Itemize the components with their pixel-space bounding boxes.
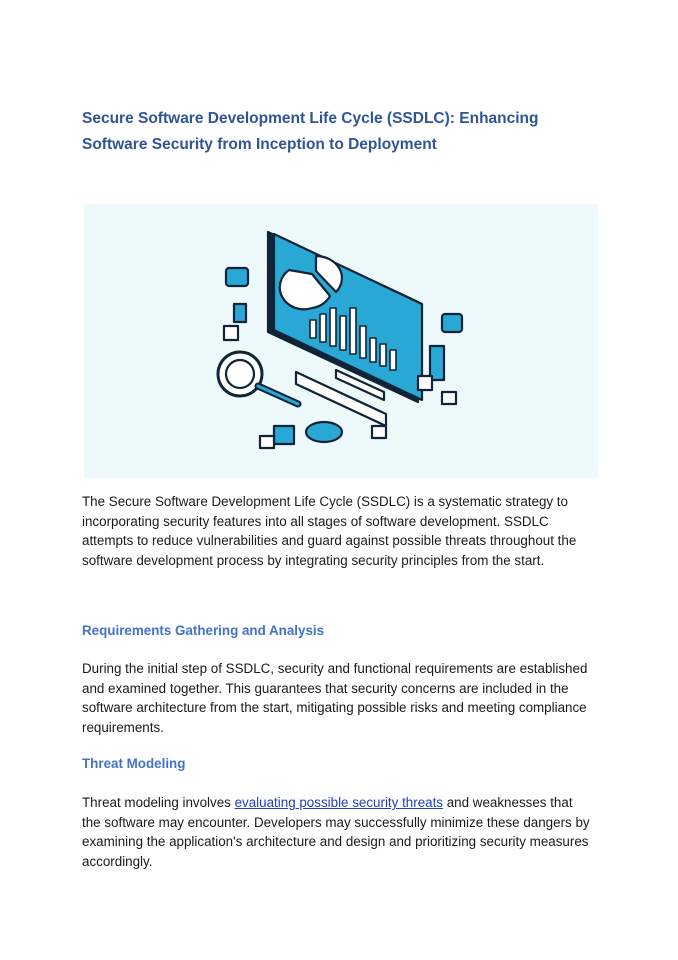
analytics-monitor-icon xyxy=(84,204,598,478)
threat-modeling-text-end: and weaknesses that the software may encounter. Developers may successfully minimize these dangers by examining the application's architecture and design and prioritizing security measures accordingly. xyxy=(82,795,590,869)
section-body-threat-modeling xyxy=(82,793,594,871)
section-heading-requirements: Requirements Gathering and Analysis xyxy=(82,623,325,638)
threat-modeling-text-start: Threat modeling involves xyxy=(82,795,235,810)
evaluating-threats-link[interactable]: evaluating possible security threats xyxy=(234,795,444,810)
section-heading-threat-modeling: Threat Modeling xyxy=(82,756,186,771)
intro-paragraph: The Secure Software Development Life Cycle (SSDLC) is a systematic strategy to incorporating security features into all stages of software development. SSDLC attempts to reduce vulnerabilities and guard against possible threats throughout the software development process by integrating security principles from the start. xyxy=(82,494,577,568)
page-title: Secure Software Development Life Cycle (SSDLC): Enhancing Software Security from Inception to Deployment xyxy=(82,110,539,153)
section-body-requirements: During the initial step of SSDLC, security and functional requirements are established and examined together. This guarantees that security concerns are included in the software architecture from the start, mitigating possible risks and meeting compliance requirements. xyxy=(82,661,588,735)
hero-illustration xyxy=(84,204,598,478)
